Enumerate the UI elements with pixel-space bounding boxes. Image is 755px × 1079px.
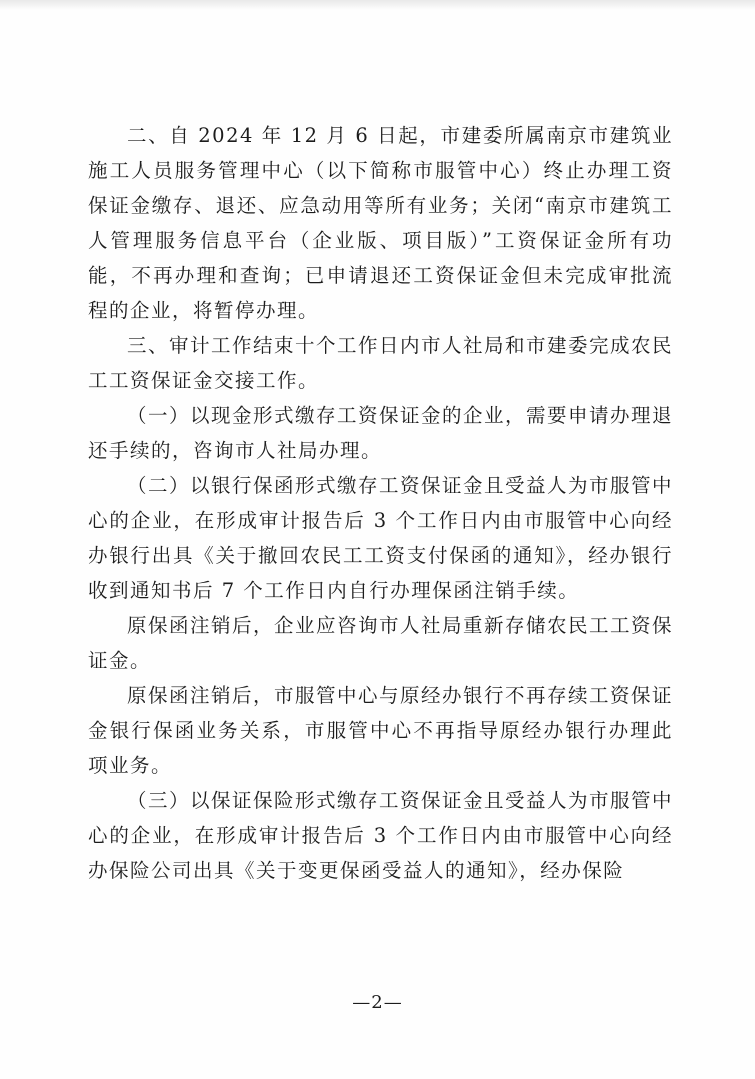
- paragraph-item-2: （二）以银行保函形式缴存工资保证金且受益人为市服管中心的企业，在形成审计报告后 3 个工作日内由市服管中心向经办银行出具《关于撤回农民工工资支付保函的通知》，经办银行收到通知书后 7 个工作日内自行办理保函注销手续。: [88, 474, 674, 602]
- scan-edge-shadow: [0, 0, 755, 10]
- paragraph-item-1: （一）以现金形式缴存工资保证金的企业，需要申请办理退还手续的，咨询市人社局办理。: [88, 404, 674, 462]
- paragraph-note-2: 原保函注销后，市服管中心与原经办银行不再存续工资保证金银行保函业务关系，市服管中心不再指导原经办银行办理此项业务。: [88, 684, 674, 777]
- page-number: —2—: [352, 992, 403, 1013]
- document-body: [88, 118, 673, 888]
- paragraph-section-3: 三、审计工作结束十个工作日内市人社局和市建委完成农民工工资保证金交接工作。: [88, 334, 674, 392]
- paragraph-note-1: 原保函注销后，企业应咨询市人社局重新存储农民工工资保证金。: [88, 614, 674, 672]
- paragraph-section-2: 二、自 2024 年 12 月 6 日起，市建委所属南京市建筑业施工人员服务管理中心（以下简称市服管中心）终止办理工资保证金缴存、退还、应急动用等所有业务；关闭“南京市建筑工人管理服务信息平台（企业版、项目版）”工资保证金所有功能，不再办理和查询；已申请退还工资保证金但未完成审批流程的企业，将暂停办理。: [88, 124, 673, 322]
- paragraph-item-3: （三）以保证保险形式缴存工资保证金且受益人为市服管中心的企业，在形成审计报告后 3 个工作日内由市服管中心向经办保险公司出具《关于变更保函受益人的通知》，经办保险: [88, 789, 674, 882]
